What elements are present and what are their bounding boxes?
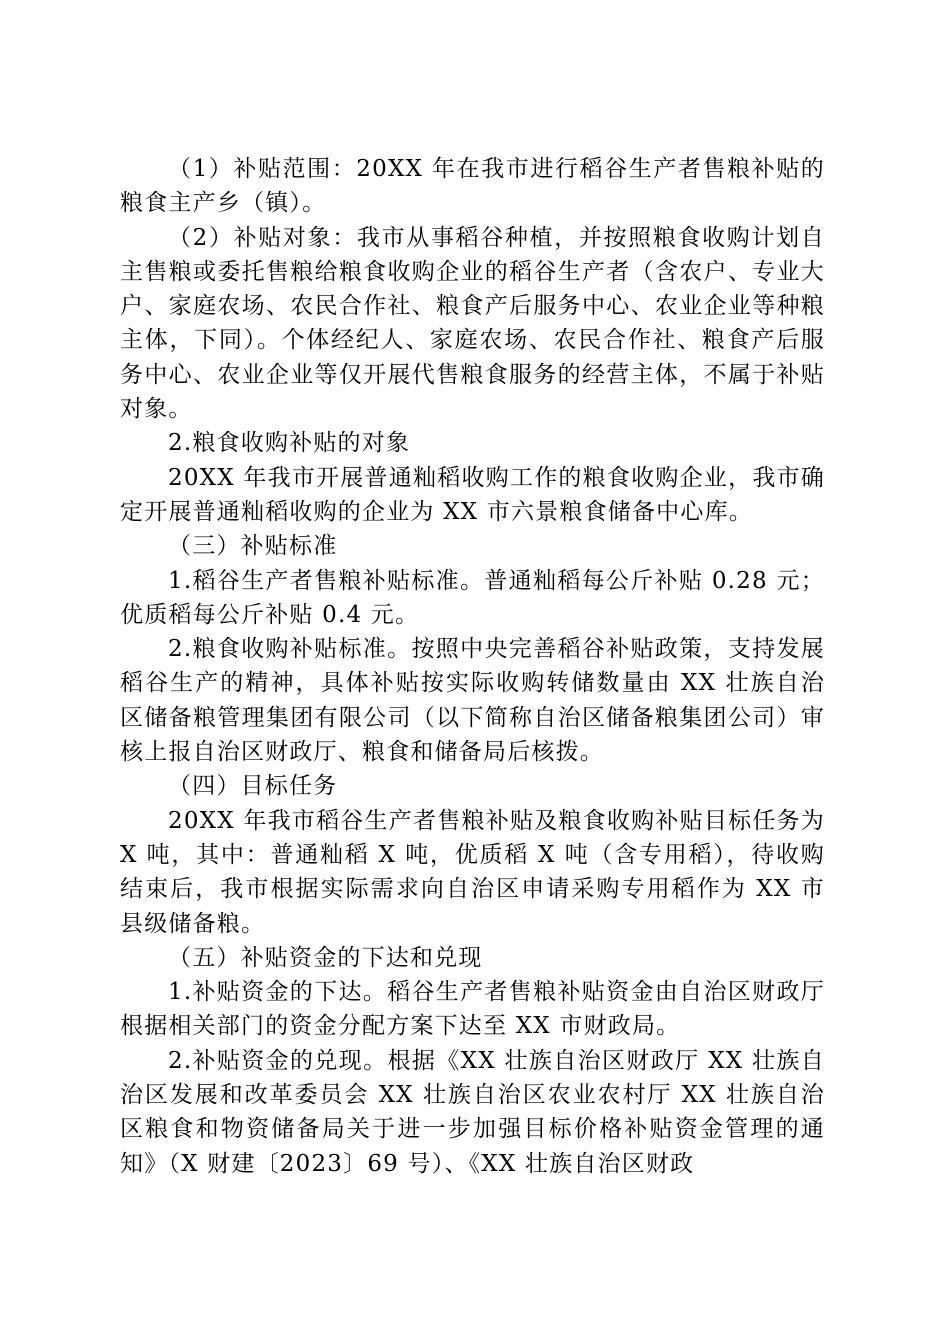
document-page [120,152,825,1181]
paragraph-purchase-enterprise: 20XX 年我市开展普通籼稻收购工作的粮食收购企业，我市确定开展普通籼稻收购的企业为 XX 市六景粮食储备中心库。 [120,464,825,525]
paragraph-purchase-standard: 2.粮食收购补贴标准。按照中央完善稻谷补贴政策，支持发展稻谷生产的精神，具体补贴按实际收购转储数量由 XX 壮族自治区储备粮管理集团有限公司（以下简称自治区储备粮集团公司）审核上报自治区财政厅、粮食和储备局后核拨。 [120,636,825,766]
heading-fund-distribution: （五）补贴资金的下达和兑现 [168,944,483,971]
paragraph-subsidy-scope: （1）补贴范围：20XX 年在我市进行稻谷生产者售粮补贴的粮食主产乡（镇）。 [120,156,825,217]
paragraph-producer-standard: 1.稻谷生产者售粮补贴标准。普通籼稻每公斤补贴 0.28 元；优质稻每公斤补贴 0.4 元。 [120,567,825,628]
paragraph-fund-payment: 2.补贴资金的兑现。根据《XX 壮族自治区财政厅 XX 壮族自治区发展和改革委员会 XX 壮族自治区农业农村厅 XX 壮族自治区粮食和物资储备局关于进一步加强目标价格补贴资金管理的通知》（X 财建〔2023〕69 号）、《XX 壮族自治区财政 [120,1047,825,1177]
paragraph-subsidy-target: （2）补贴对象：我市从事稻谷种植，并按照粮食收购计划自主售粮或委托售粮给粮食收购企业的稻谷生产者（含农户、专业大户、家庭农场、农民合作社、粮食产后服务中心、农业企业等种粮主体，下同）。个体经纪人、家庭农场、农民合作社、粮食产后服务中心、农业企业等仅开展代售粮食服务的经营主体，不属于补贴对象。 [120,224,825,423]
paragraph-target-task: 20XX 年我市稻谷生产者售粮补贴及粮食收购补贴目标任务为 X 吨，其中：普通籼稻 X 吨，优质稻 X 吨（含专用稻），待收购结束后，我市根据实际需求向自治区申请采购专用稻作为 XX 市县级储备粮。 [120,807,825,937]
heading-subsidy-standard: （三）补贴标准 [168,533,338,560]
heading-target-task: （四）目标任务 [168,773,338,800]
heading-purchase-subsidy-target: 2.粮食收购补贴的对象 [168,430,411,457]
paragraph-fund-issuance: 1.补贴资金的下达。稻谷生产者售粮补贴资金由自治区财政厅根据相关部门的资金分配方案下达至 XX 市财政局。 [120,979,825,1040]
